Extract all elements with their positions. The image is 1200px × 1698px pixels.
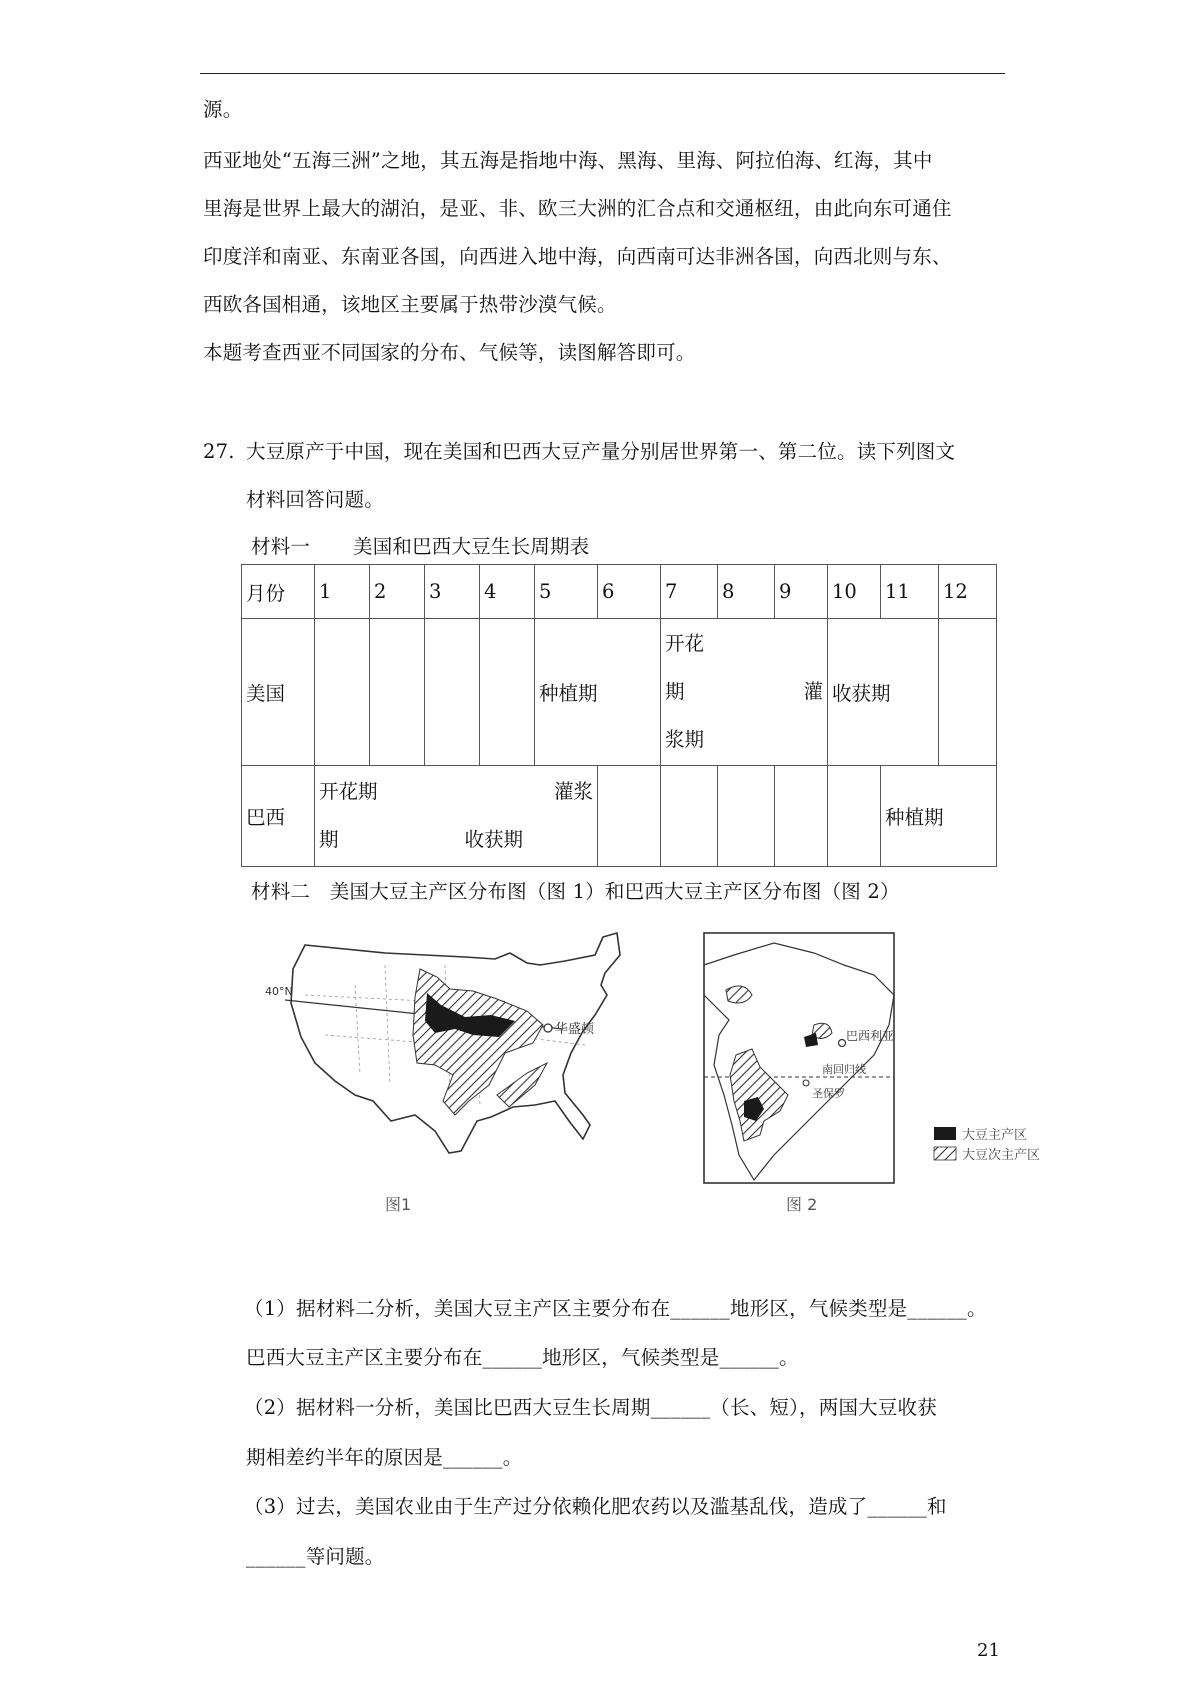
row-label-brazil: 巴西	[242, 766, 315, 867]
subquestion-2-cont: 期相差约半年的原因是______。	[246, 1446, 523, 1469]
sub-production-area	[497, 1063, 547, 1107]
usa-plant-cell: 种植期	[535, 619, 661, 766]
table-header-cell: 4	[480, 565, 535, 619]
table-header-cell: 11	[881, 565, 939, 619]
subquestion-1-cont: 巴西大豆主产区主要分布在______地形区，气候类型是______。	[246, 1346, 799, 1369]
text-line: 西亚地处“五海三洲”之地，其五海是指地中海、黑海、里海、阿拉伯海、红海，其中	[203, 149, 933, 172]
table-header-cell: 12	[939, 565, 997, 619]
legend-sub-label: 大豆次主产区	[962, 1148, 1041, 1163]
sub-production-area	[726, 986, 752, 1003]
table-header-cell: 9	[775, 565, 828, 619]
brazil-soybean-map	[694, 925, 1094, 1225]
question-text: 大豆原产于中国，现在美国和巴西大豆产量分别居世界第一、第二位。读下列图文	[246, 440, 956, 463]
soybean-cycle-table	[241, 564, 997, 867]
washington-label: 华盛顿	[555, 1022, 595, 1037]
text-line: 源。	[203, 98, 243, 121]
fig2-caption: 图 2	[786, 1195, 818, 1214]
material-1-label: 材料一	[251, 535, 311, 558]
brasilia-label: 巴西利亚	[846, 1029, 895, 1043]
legend-main-swatch	[934, 1127, 956, 1140]
sub-production-area	[730, 1049, 788, 1141]
table-header-cell: 6	[598, 565, 661, 619]
table-header-cell: 3	[425, 565, 480, 619]
table-header-cell: 10	[828, 565, 881, 619]
table-row-usa	[242, 619, 997, 766]
legend-sub-swatch	[934, 1147, 956, 1160]
brazil-map-frame	[704, 933, 894, 1183]
fig1-caption: 图1	[385, 1195, 412, 1214]
table-header-row	[242, 565, 997, 619]
brazil-plant-cell: 种植期	[881, 766, 997, 867]
text-line: 本题考查西亚不同国家的分布、气候等，读图解答即可。	[203, 341, 696, 364]
table-header-cell: 月份	[242, 565, 315, 619]
text-line: 印度洋和南亚、东南亚各国，向西进入地中海，向西南可达非洲各国，向西北则与东、	[203, 245, 952, 268]
brazil-outline	[704, 943, 894, 1180]
usa-soybean-map	[265, 925, 685, 1235]
table-header-cell: 2	[370, 565, 425, 619]
question-number: 27.	[203, 440, 235, 463]
page-number: 21	[977, 1640, 1000, 1661]
table-header-cell: 5	[535, 565, 598, 619]
lat-40-label: 40°N	[265, 985, 293, 998]
header-rule	[200, 73, 1005, 74]
row-label-usa: 美国	[242, 619, 315, 766]
material-1-title: 美国和巴西大豆生长周期表	[353, 535, 590, 558]
text-line: 西欧各国相通，该地区主要属于热带沙漠气候。	[203, 293, 617, 316]
usa-harvest-cell: 收获期	[828, 619, 939, 766]
subquestion-3-cont: ______等问题。	[246, 1545, 385, 1568]
legend-main-label: 大豆主产区	[962, 1128, 1028, 1143]
subquestion-3: （3）过去，美国农业由于生产过分依赖化肥农药以及滥基乱伐，造成了______和	[244, 1495, 947, 1518]
subquestion-1: （1）据材料二分析，美国大豆主产区主要分布在______地形区，气候类型是______。	[244, 1297, 987, 1320]
table-row-brazil	[242, 766, 997, 867]
main-production-area	[804, 1033, 818, 1047]
saopaulo-label: 圣保罗	[812, 1087, 845, 1100]
subquestion-2: （2）据材料一分析，美国比巴西大豆生长周期______（长、短），两国大豆收获	[244, 1396, 937, 1419]
text-line: 里海是世界上最大的湖泊，是亚、非、欧三大洲的汇合点和交通枢纽，由此向东可通住	[203, 197, 952, 220]
usa-flower-cell: 开花 期 灌 浆期	[661, 619, 828, 766]
table-header-cell: 1	[315, 565, 370, 619]
question-text: 材料回答问题。	[246, 488, 384, 511]
table-header-cell: 8	[718, 565, 775, 619]
tropic-label: 南回归线	[822, 1063, 866, 1076]
brazil-flower-cell: 开花期 灌浆 期 收获期	[315, 766, 598, 867]
material-2-title: 材料二 美国大豆主产区分布图（图 1）和巴西大豆主产区分布图（图 2）	[251, 880, 900, 903]
table-header-cell: 7	[661, 565, 718, 619]
